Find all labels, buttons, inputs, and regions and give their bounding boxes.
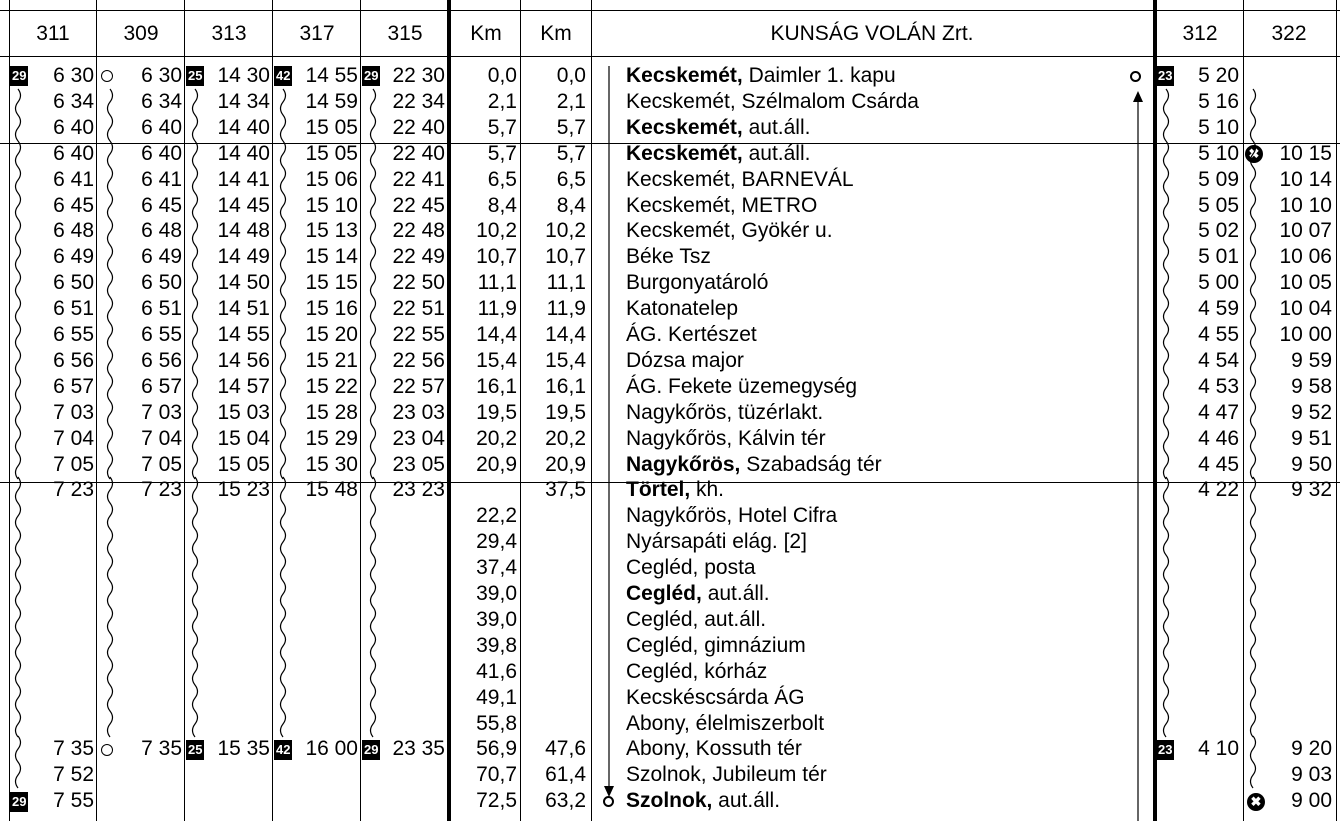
km-cumulative-a: 14,4 — [476, 323, 517, 346]
pass-through-squiggle — [189, 141, 201, 478]
pass-through-squiggle — [12, 477, 24, 736]
departure-time-317: 15 29 — [305, 426, 358, 450]
train-number-317: 317 — [299, 22, 335, 45]
km-cumulative-b: 10,2 — [545, 219, 586, 243]
departure-time-322: 9 32 — [1291, 478, 1332, 502]
departure-time-312: 5 10 — [1198, 115, 1239, 139]
stop-town: Szolnok, — [626, 789, 713, 813]
km-header-b: Km — [540, 22, 572, 45]
departure-time-309: 6 55 — [141, 323, 182, 346]
departure-time-317: 15 10 — [305, 193, 358, 217]
stop-place: aut.áll. — [712, 789, 781, 813]
pass-through-squiggle — [1247, 477, 1259, 736]
km-cumulative-a: 6,5 — [487, 167, 517, 191]
stop-name: Szolnok, Jubileum tér — [626, 763, 827, 787]
pass-through-squiggle — [104, 141, 116, 478]
departure-time-309: 6 51 — [141, 297, 182, 321]
pass-through-squiggle — [277, 477, 289, 736]
departure-time-317: 14 59 — [305, 89, 358, 113]
departure-time-311: 6 45 — [53, 193, 94, 217]
departure-time-315: 22 51 — [392, 297, 445, 321]
stop-name: ÁG. Kertészet — [626, 323, 757, 346]
pass-through-squiggle — [1160, 89, 1172, 141]
departure-time-309: 6 34 — [141, 89, 182, 113]
departure-time-311: 6 41 — [53, 167, 94, 191]
train-number-322: 322 — [1271, 22, 1307, 45]
km-cumulative-a: 29,4 — [476, 530, 517, 554]
departure-time-309: 7 05 — [141, 452, 182, 476]
service-note-symbol: 23 — [1156, 736, 1174, 762]
departure-time-311: 6 50 — [53, 271, 94, 295]
departure-time-317: 15 22 — [305, 374, 358, 398]
departure-time-309: 6 56 — [141, 348, 182, 372]
stop-name: ÁG. Fekete üzemegység — [626, 374, 858, 398]
km-cumulative-a: 20,9 — [476, 452, 517, 476]
departure-time-322: 9 59 — [1291, 348, 1332, 372]
pass-through-squiggle — [367, 89, 379, 141]
km-cumulative-a: 70,7 — [476, 763, 517, 787]
km-cumulative-a: 8,4 — [487, 193, 517, 217]
service-note-symbol: 23 — [1156, 63, 1174, 89]
stop-name: Cegléd, kórház — [626, 659, 768, 683]
departure-time-311: 7 52 — [53, 763, 94, 787]
departure-time-315: 23 05 — [392, 452, 445, 476]
pass-through-squiggle — [277, 141, 289, 478]
train-number-312: 312 — [1182, 22, 1218, 45]
service-note-symbol: 42 — [274, 736, 292, 762]
departure-time-322: 9 50 — [1291, 452, 1332, 476]
departure-time-317: 15 05 — [305, 115, 358, 139]
departure-time-312: 4 22 — [1198, 478, 1239, 502]
departure-time-313: 14 30 — [217, 64, 270, 87]
pass-through-squiggle — [367, 141, 379, 478]
departure-time-315: 22 30 — [392, 64, 445, 87]
stop-place: aut.áll. — [701, 582, 770, 605]
departure-time-309: 6 40 — [141, 141, 182, 165]
departure-time-317: 14 55 — [305, 64, 358, 87]
departure-time-312: 4 59 — [1198, 297, 1239, 321]
km-cumulative-b: 11,1 — [546, 271, 586, 295]
km-cumulative-a: 56,9 — [476, 737, 517, 761]
km-cumulative-a: 0,0 — [487, 64, 517, 87]
pass-through-squiggle — [12, 736, 24, 788]
departure-time-322: 9 58 — [1291, 374, 1332, 398]
pass-through-squiggle — [104, 89, 116, 141]
pass-through-squiggle — [12, 141, 24, 478]
departure-time-317: 15 20 — [305, 323, 358, 346]
km-cumulative-a: 19,5 — [476, 400, 517, 424]
km-cumulative-a: 22,2 — [476, 504, 517, 528]
departure-time-312: 4 53 — [1198, 374, 1239, 398]
departure-time-322: 9 20 — [1291, 737, 1332, 761]
stop-name: Kecskéscsárda ÁG — [626, 685, 805, 709]
km-cumulative-b: 20,9 — [545, 452, 586, 476]
pass-through-squiggle — [189, 89, 201, 141]
departure-time-322: 10 07 — [1279, 219, 1332, 243]
service-note-symbol: 42 — [274, 63, 292, 89]
departure-time-312: 4 46 — [1198, 426, 1239, 450]
departure-time-322: 9 52 — [1291, 400, 1332, 424]
departure-time-317: 15 13 — [305, 219, 358, 243]
departure-time-313: 15 04 — [217, 426, 270, 450]
departure-time-313: 14 41 — [217, 167, 270, 191]
operator-name: KUNSÁG VOLÁN Zrt. — [770, 22, 974, 45]
departure-time-315: 23 23 — [392, 478, 445, 502]
pass-through-squiggle — [367, 477, 379, 736]
stop-name: Burgonyatároló — [626, 271, 769, 295]
service-note-symbol: 29 — [10, 63, 28, 89]
departure-time-312: 4 45 — [1198, 452, 1239, 476]
departure-time-313: 14 34 — [217, 89, 270, 113]
departure-time-315: 22 45 — [392, 193, 445, 217]
departure-time-312: 5 09 — [1198, 167, 1239, 191]
km-cumulative-b: 15,4 — [545, 348, 586, 372]
km-cumulative-b: 8,4 — [556, 193, 586, 217]
departure-time-322: 10 05 — [1279, 271, 1332, 295]
departure-time-313: 15 23 — [217, 478, 270, 502]
km-cumulative-b: 6,5 — [556, 167, 586, 191]
departure-time-322: 9 03 — [1291, 763, 1332, 787]
km-cumulative-b: 63,2 — [545, 789, 586, 813]
departure-time-311: 7 04 — [53, 426, 94, 450]
km-cumulative-a: 16,1 — [476, 374, 517, 398]
train-number-311: 311 — [36, 22, 70, 45]
departure-time-312: 5 00 — [1198, 271, 1239, 295]
departure-time-312: 4 47 — [1198, 400, 1239, 424]
pass-through-squiggle — [277, 89, 289, 141]
km-cumulative-b: 37,5 — [545, 478, 586, 502]
stop-name: Nyársapáti elág. [2] — [626, 530, 807, 554]
departure-time-317: 15 14 — [305, 245, 358, 269]
km-cumulative-b: 20,2 — [545, 426, 586, 450]
departure-time-317: 16 00 — [305, 737, 358, 761]
pass-through-squiggle — [104, 477, 116, 736]
departure-time-309: 7 23 — [141, 478, 182, 502]
departure-time-311: 7 35 — [53, 737, 94, 761]
departure-time-311: 7 05 — [53, 452, 94, 476]
stop-name: Nagykőrös, Hotel Cifra — [626, 504, 838, 528]
departure-time-311: 6 34 — [53, 89, 94, 113]
km-cumulative-a: 72,5 — [476, 789, 517, 813]
departure-time-313: 15 35 — [217, 737, 270, 761]
km-cumulative-b: 47,6 — [545, 737, 586, 761]
pass-through-squiggle — [12, 89, 24, 141]
departure-time-311: 6 51 — [53, 297, 94, 321]
stop-name: Abony, élelmiszerbolt — [626, 711, 825, 735]
departure-time-315: 22 49 — [392, 245, 445, 269]
stop-town: Kecskemét, — [626, 115, 743, 139]
departure-time-313: 14 49 — [217, 245, 270, 269]
km-cumulative-a: 39,0 — [476, 607, 517, 631]
departure-time-312: 5 05 — [1198, 193, 1239, 217]
km-cumulative-a: 39,0 — [476, 582, 517, 605]
departure-time-309: 7 03 — [141, 400, 182, 424]
km-cumulative-b: 10,7 — [545, 245, 586, 269]
departure-time-315: 22 50 — [392, 271, 445, 295]
departure-time-322: 10 04 — [1279, 297, 1332, 321]
train-number-313: 313 — [211, 22, 247, 45]
stop-place: aut.áll. — [742, 141, 811, 165]
stop-name: Kecskemét, Gyökér u. — [626, 219, 833, 243]
pass-through-squiggle — [1247, 736, 1259, 788]
stop-place: aut.áll. — [742, 115, 811, 139]
departure-time-311: 6 40 — [53, 141, 94, 165]
stop-place: kh. — [690, 478, 725, 502]
departure-time-315: 22 34 — [392, 89, 445, 113]
departure-time-315: 22 48 — [392, 219, 445, 243]
departure-time-309: 6 41 — [141, 167, 182, 191]
stop-town: Törtel, — [626, 478, 691, 502]
km-cumulative-a: 15,4 — [476, 348, 517, 372]
departure-time-309: 6 48 — [141, 219, 182, 243]
stop-name: Katonatelep — [626, 297, 739, 321]
stop-town: Kecskemét, — [626, 141, 743, 165]
departure-time-317: 15 48 — [305, 478, 358, 502]
departure-time-309: 6 45 — [141, 193, 182, 217]
departure-time-315: 22 40 — [392, 115, 445, 139]
km-cumulative-a: 20,2 — [476, 426, 517, 450]
departure-time-311: 7 55 — [53, 789, 94, 813]
stop-name: Kecskemét, BARNEVÁL — [626, 167, 854, 191]
train-number-309: 309 — [123, 22, 159, 45]
departure-time-313: 15 05 — [217, 452, 270, 476]
km-cumulative-b: 2,1 — [556, 89, 586, 113]
departure-time-312: 5 01 — [1198, 245, 1239, 269]
departure-time-311: 6 40 — [53, 115, 94, 139]
km-cumulative-a: 2,1 — [487, 89, 517, 113]
km-cumulative-b: 5,7 — [556, 115, 586, 139]
stop-name: Cegléd, posta — [626, 556, 756, 580]
pass-through-squiggle — [1247, 141, 1259, 478]
stop-name: Cegléd, aut.áll. — [626, 607, 767, 631]
departure-time-311: 6 56 — [53, 348, 94, 372]
no-service-x-icon: ✖ — [1245, 141, 1263, 167]
departure-time-315: 22 57 — [392, 374, 445, 398]
departure-time-322: 9 51 — [1291, 426, 1332, 450]
departure-time-312: 4 10 — [1198, 737, 1239, 761]
departure-time-313: 14 57 — [217, 374, 270, 398]
departure-time-317: 15 15 — [305, 271, 358, 295]
km-cumulative-a: 49,1 — [476, 685, 517, 709]
km-cumulative-a: 10,2 — [476, 219, 517, 243]
departure-time-313: 14 55 — [217, 323, 270, 346]
stop-town: Nagykőrös, — [626, 452, 741, 476]
km-cumulative-a: 37,4 — [476, 556, 517, 580]
departure-time-322: 10 15 — [1279, 141, 1332, 165]
stop-town: Cegléd, — [626, 582, 702, 605]
km-cumulative-b: 19,5 — [545, 400, 586, 424]
service-note-symbol: 29 — [362, 736, 380, 762]
departure-time-311: 7 23 — [53, 478, 94, 502]
departure-time-322: 10 06 — [1279, 245, 1332, 269]
km-cumulative-a: 39,8 — [476, 633, 517, 657]
stop-name: Cegléd, gimnázium — [626, 633, 806, 657]
departure-time-313: 15 03 — [217, 400, 270, 424]
stop-name: Béke Tsz — [626, 245, 711, 269]
km-cumulative-a: 11,1 — [477, 271, 517, 295]
no-service-x-icon: ✖ — [1247, 788, 1265, 814]
departure-time-312: 5 02 — [1198, 219, 1239, 243]
departure-time-311: 6 57 — [53, 374, 94, 398]
departure-time-309: 6 49 — [141, 245, 182, 269]
departure-time-313: 14 40 — [217, 115, 270, 139]
stop-name: Kecskemét, METRO — [626, 193, 818, 217]
departure-time-313: 14 51 — [217, 297, 270, 321]
departure-time-317: 15 06 — [305, 167, 358, 191]
departure-time-309: 6 40 — [141, 115, 182, 139]
service-note-symbol: 25 — [186, 736, 204, 762]
stop-name: Kecskemét, Szélmalom Csárda — [626, 89, 919, 113]
stop-name: Nagykőrös, tüzérlakt. — [626, 400, 824, 424]
departure-time-312: 4 54 — [1198, 348, 1239, 372]
departure-time-311: 6 30 — [53, 64, 94, 87]
departure-time-315: 22 56 — [392, 348, 445, 372]
km-cumulative-b: 14,4 — [545, 323, 586, 346]
departure-time-322: 10 10 — [1279, 193, 1332, 217]
departure-time-317: 15 30 — [305, 452, 358, 476]
km-header-a: Km — [470, 22, 502, 45]
km-cumulative-a: 41,6 — [476, 659, 517, 683]
departure-time-312: 5 16 — [1198, 89, 1239, 113]
pass-through-squiggle — [1160, 141, 1172, 478]
pass-through-squiggle — [1160, 477, 1172, 736]
stop-place: Szabadság tér — [740, 452, 882, 476]
departure-time-313: 14 48 — [217, 219, 270, 243]
departure-time-309: 6 30 — [141, 64, 182, 87]
departure-time-315: 23 04 — [392, 426, 445, 450]
km-cumulative-a: 5,7 — [487, 115, 517, 139]
departure-time-317: 15 16 — [305, 297, 358, 321]
departure-time-315: 23 35 — [392, 737, 445, 761]
km-cumulative-a: 55,8 — [476, 711, 517, 735]
departure-time-309: 7 35 — [141, 737, 182, 761]
km-cumulative-b: 0,0 — [556, 64, 586, 87]
departure-time-315: 22 41 — [392, 167, 445, 191]
departure-time-312: 4 55 — [1198, 323, 1239, 346]
stop-name: Nagykőrös, Kálvin tér — [626, 426, 826, 450]
km-cumulative-b: 5,7 — [556, 141, 586, 165]
km-cumulative-b: 16,1 — [545, 374, 586, 398]
service-note-symbol: 29 — [362, 63, 380, 89]
stop-town: Kecskemét, — [626, 64, 743, 87]
departure-time-317: 15 28 — [305, 400, 358, 424]
pass-through-squiggle — [189, 477, 201, 736]
km-cumulative-b: 61,4 — [545, 763, 586, 787]
km-cumulative-a: 11,9 — [477, 297, 517, 321]
departure-time-313: 14 45 — [217, 193, 270, 217]
departure-time-311: 6 48 — [53, 219, 94, 243]
departure-time-313: 14 40 — [217, 141, 270, 165]
pass-through-squiggle — [1247, 89, 1259, 141]
departure-time-311: 6 55 — [53, 323, 94, 346]
departure-time-309: 6 50 — [141, 271, 182, 295]
stop-name: Abony, Kossuth tér — [626, 737, 802, 761]
km-cumulative-a: 5,7 — [487, 141, 517, 165]
departure-time-322: 10 00 — [1279, 323, 1332, 346]
departure-time-322: 10 14 — [1279, 167, 1332, 191]
departure-time-317: 15 05 — [305, 141, 358, 165]
departure-time-313: 14 50 — [217, 271, 270, 295]
departure-time-309: 6 57 — [141, 374, 182, 398]
departure-time-322: 9 00 — [1291, 789, 1332, 813]
departure-time-315: 23 03 — [392, 400, 445, 424]
service-note-symbol: 29 — [10, 788, 28, 814]
departure-time-311: 6 49 — [53, 245, 94, 269]
stop-place: Daimler 1. kapu — [742, 64, 896, 87]
train-number-315: 315 — [387, 22, 423, 45]
departure-time-315: 22 55 — [392, 323, 445, 346]
departure-time-315: 22 40 — [392, 141, 445, 165]
departure-time-311: 7 03 — [53, 400, 94, 424]
km-cumulative-a: 10,7 — [476, 245, 517, 269]
departure-time-309: 7 04 — [141, 426, 182, 450]
km-cumulative-b: 11,9 — [546, 297, 586, 321]
departure-time-313: 14 56 — [217, 348, 270, 372]
departure-time-312: 5 20 — [1198, 64, 1239, 87]
departure-time-317: 15 21 — [305, 348, 358, 372]
service-note-symbol: 25 — [186, 63, 204, 89]
departure-time-312: 5 10 — [1198, 141, 1239, 165]
stop-name: Dózsa major — [626, 348, 744, 372]
